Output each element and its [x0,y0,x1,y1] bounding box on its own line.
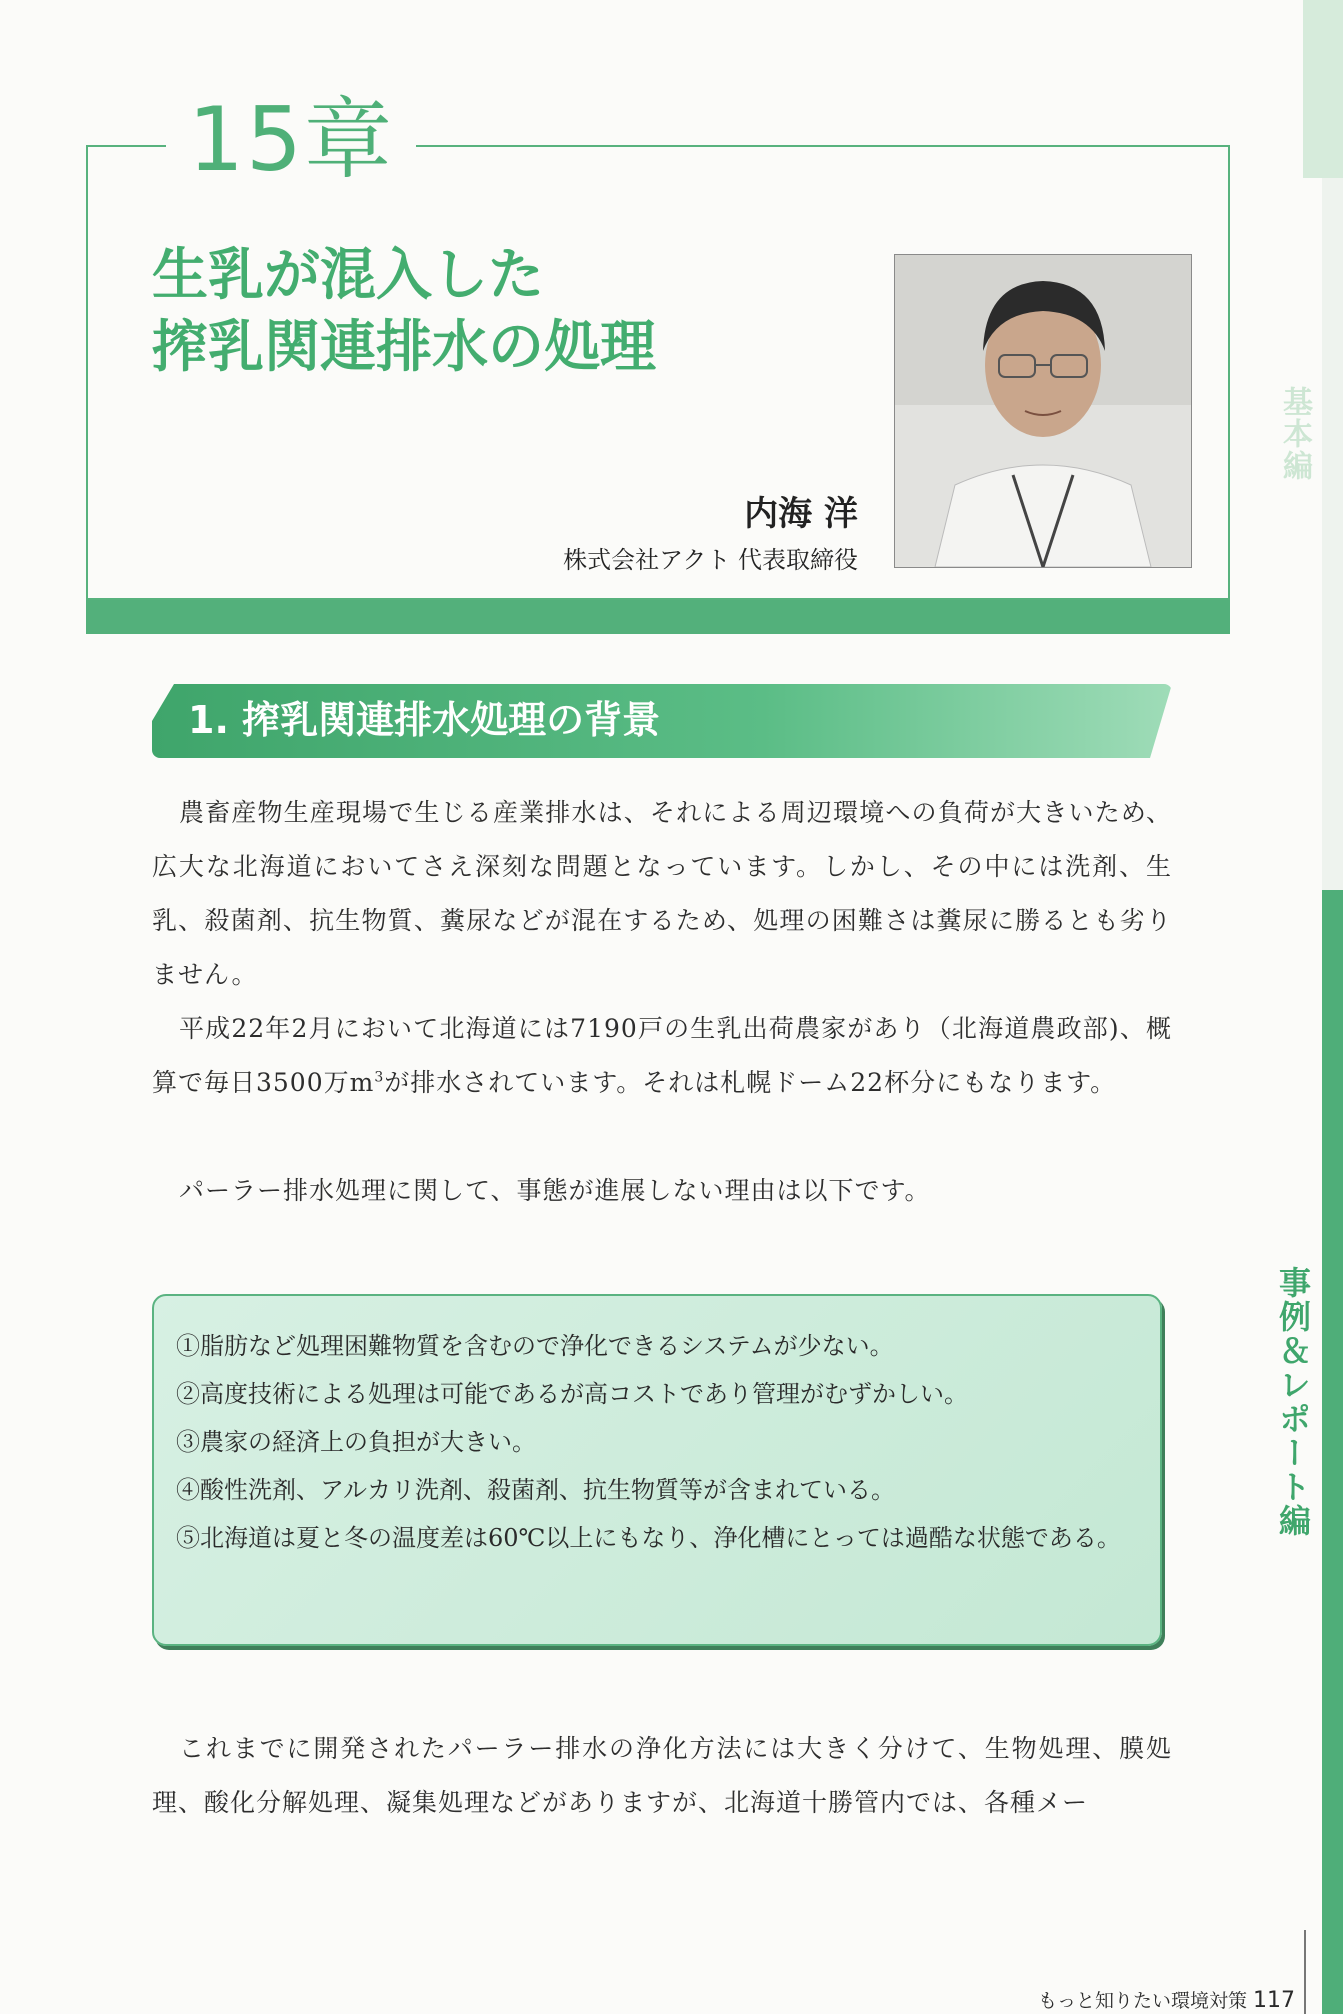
reason-item-1: ①脂肪など処理困難物質を含むので浄化できるシステムが少ない。 [176,1332,894,1360]
page-footer [1038,1986,1295,2013]
reasons-list [176,1322,1146,1562]
author-photo-image [895,255,1191,567]
author-role: 株式会社アクト 代表取締役 [563,546,858,574]
chapter-header-green-bar [86,600,1230,634]
side-tab-top [1303,0,1343,178]
page-number: 117 [1253,1988,1296,2013]
footer-book-title: もっと知りたい環境対策 [1038,1990,1248,2012]
footer-rule [1304,1930,1306,2014]
chapter-number: 15章 [166,92,416,188]
reason-item-4: ④酸性洗剤、アルカリ洗剤、殺菌剤、抗生物質等が含まれている。 [176,1476,896,1504]
side-tab-green-band [1322,890,1343,2014]
reason-item-2: ②高度技術による処理は可能であるが高コストであり管理がむずかしい。 [176,1380,968,1408]
chapter-title-line1: 生乳が混入した [152,243,544,308]
chapter-title-line2: 搾乳関連排水の処理 [152,315,656,380]
paragraph-2-text-b: が排水されています。それは札幌ドーム22杯分にもなります。 [384,1068,1117,1097]
side-tab-cases: 事例＆レポート編 [1274,1266,1312,1538]
reason-item-3: ③農家の経済上の負担が大きい。 [176,1428,536,1456]
reason-item-5: ⑤北海道は夏と冬の温度差は60℃以上にもなり、浄化槽にとっては過酷な状態である。 [176,1524,1121,1552]
section-title: 1. 搾乳関連排水処理の背景 [188,698,661,742]
paragraph-4: これまでに開発されたパーラー排水の浄化方法には大きく分けて、生物処理、膜処理、酸化分解処理、凝集処理などがありますが、北海道十勝管内では、各種メー [152,1734,1172,1817]
author-name: 内海 洋 [744,494,858,534]
paragraph-2-text-a: 平成22年2月において北海道には7190戸の生乳出荷農家があり（北海道農政部)、概算で毎日3500万m [152,1014,1172,1097]
paragraph-2 [152,1002,1172,1110]
paragraph-1: 農畜産物生産現場で生じる産業排水は、それによる周辺環境への負荷が大きいため、広大な北海道においてさえ深刻な問題となっています。しかし、その中には洗剤、生乳、殺菌剤、抗生物質、糞尿などが混在するため、処理の困難さは糞尿に勝るとも劣りません。 [152,798,1172,989]
paragraph-3: パーラー排水処理に関して、事態が進展しない理由は以下です。 [179,1176,931,1205]
side-tab-basic: 基本編 [1277,386,1312,482]
chapter-title [152,240,656,384]
author-photo [894,254,1192,568]
paragraph-2-superscript: 3 [374,1069,385,1086]
